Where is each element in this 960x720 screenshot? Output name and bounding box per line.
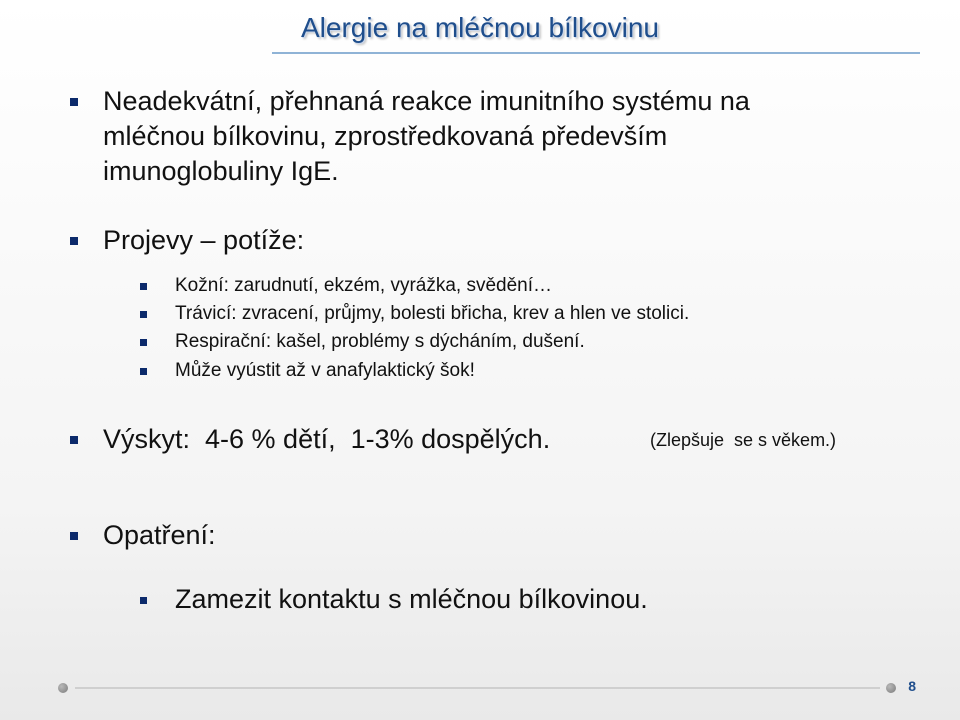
occurrence-note: (Zlepšuje se s věkem.) — [650, 430, 837, 450]
bullet-square-icon — [70, 98, 78, 106]
sub-bullet-square-icon — [140, 311, 147, 318]
measure-avoid-contact: Zamezit kontaktu s mléčnou bílkovinou. — [175, 584, 648, 614]
footer-right-dot-icon — [886, 683, 896, 693]
symptom-digestive: Trávicí: zvracení, průjmy, bolesti břicha, krev a hlen ve stolici. — [175, 303, 690, 324]
page-number: 8 — [908, 678, 916, 694]
symptom-anaphylaxis: Může vyústit až v anafylaktický šok! — [175, 360, 475, 381]
definition-line-2: mléčnou bílkovinu, zprostředkovaná především — [103, 121, 668, 151]
sub-bullet-square-icon — [140, 368, 147, 375]
symptoms-heading: Projevy – potíže: — [103, 225, 305, 255]
symptom-respiratory: Respirační: kašel, problémy s dýcháním, dušení. — [175, 331, 585, 352]
measures-heading: Opatření: — [103, 520, 216, 550]
slide-title: Alergie na mléčnou bílkovinu — [301, 12, 659, 43]
title-underline — [272, 52, 920, 54]
symptom-skin: Kožní: zarudnutí, ekzém, vyrážka, svědění… — [175, 275, 553, 296]
bullet-square-icon — [70, 436, 78, 444]
footer-left-dot-icon — [58, 683, 68, 693]
sub-bullet-square-icon — [140, 597, 147, 604]
definition-line-3: imunoglobuliny IgE. — [103, 156, 339, 186]
occurrence-text: Výskyt: 4-6 % dětí, 1-3% dospělých. — [103, 424, 551, 454]
footer-divider — [75, 687, 880, 689]
bullet-square-icon — [70, 532, 78, 540]
definition-line-1: Neadekvátní, přehnaná reakce imunitního systému na — [103, 86, 750, 116]
bullet-square-icon — [70, 237, 78, 245]
sub-bullet-square-icon — [140, 339, 147, 346]
sub-bullet-square-icon — [140, 283, 147, 290]
